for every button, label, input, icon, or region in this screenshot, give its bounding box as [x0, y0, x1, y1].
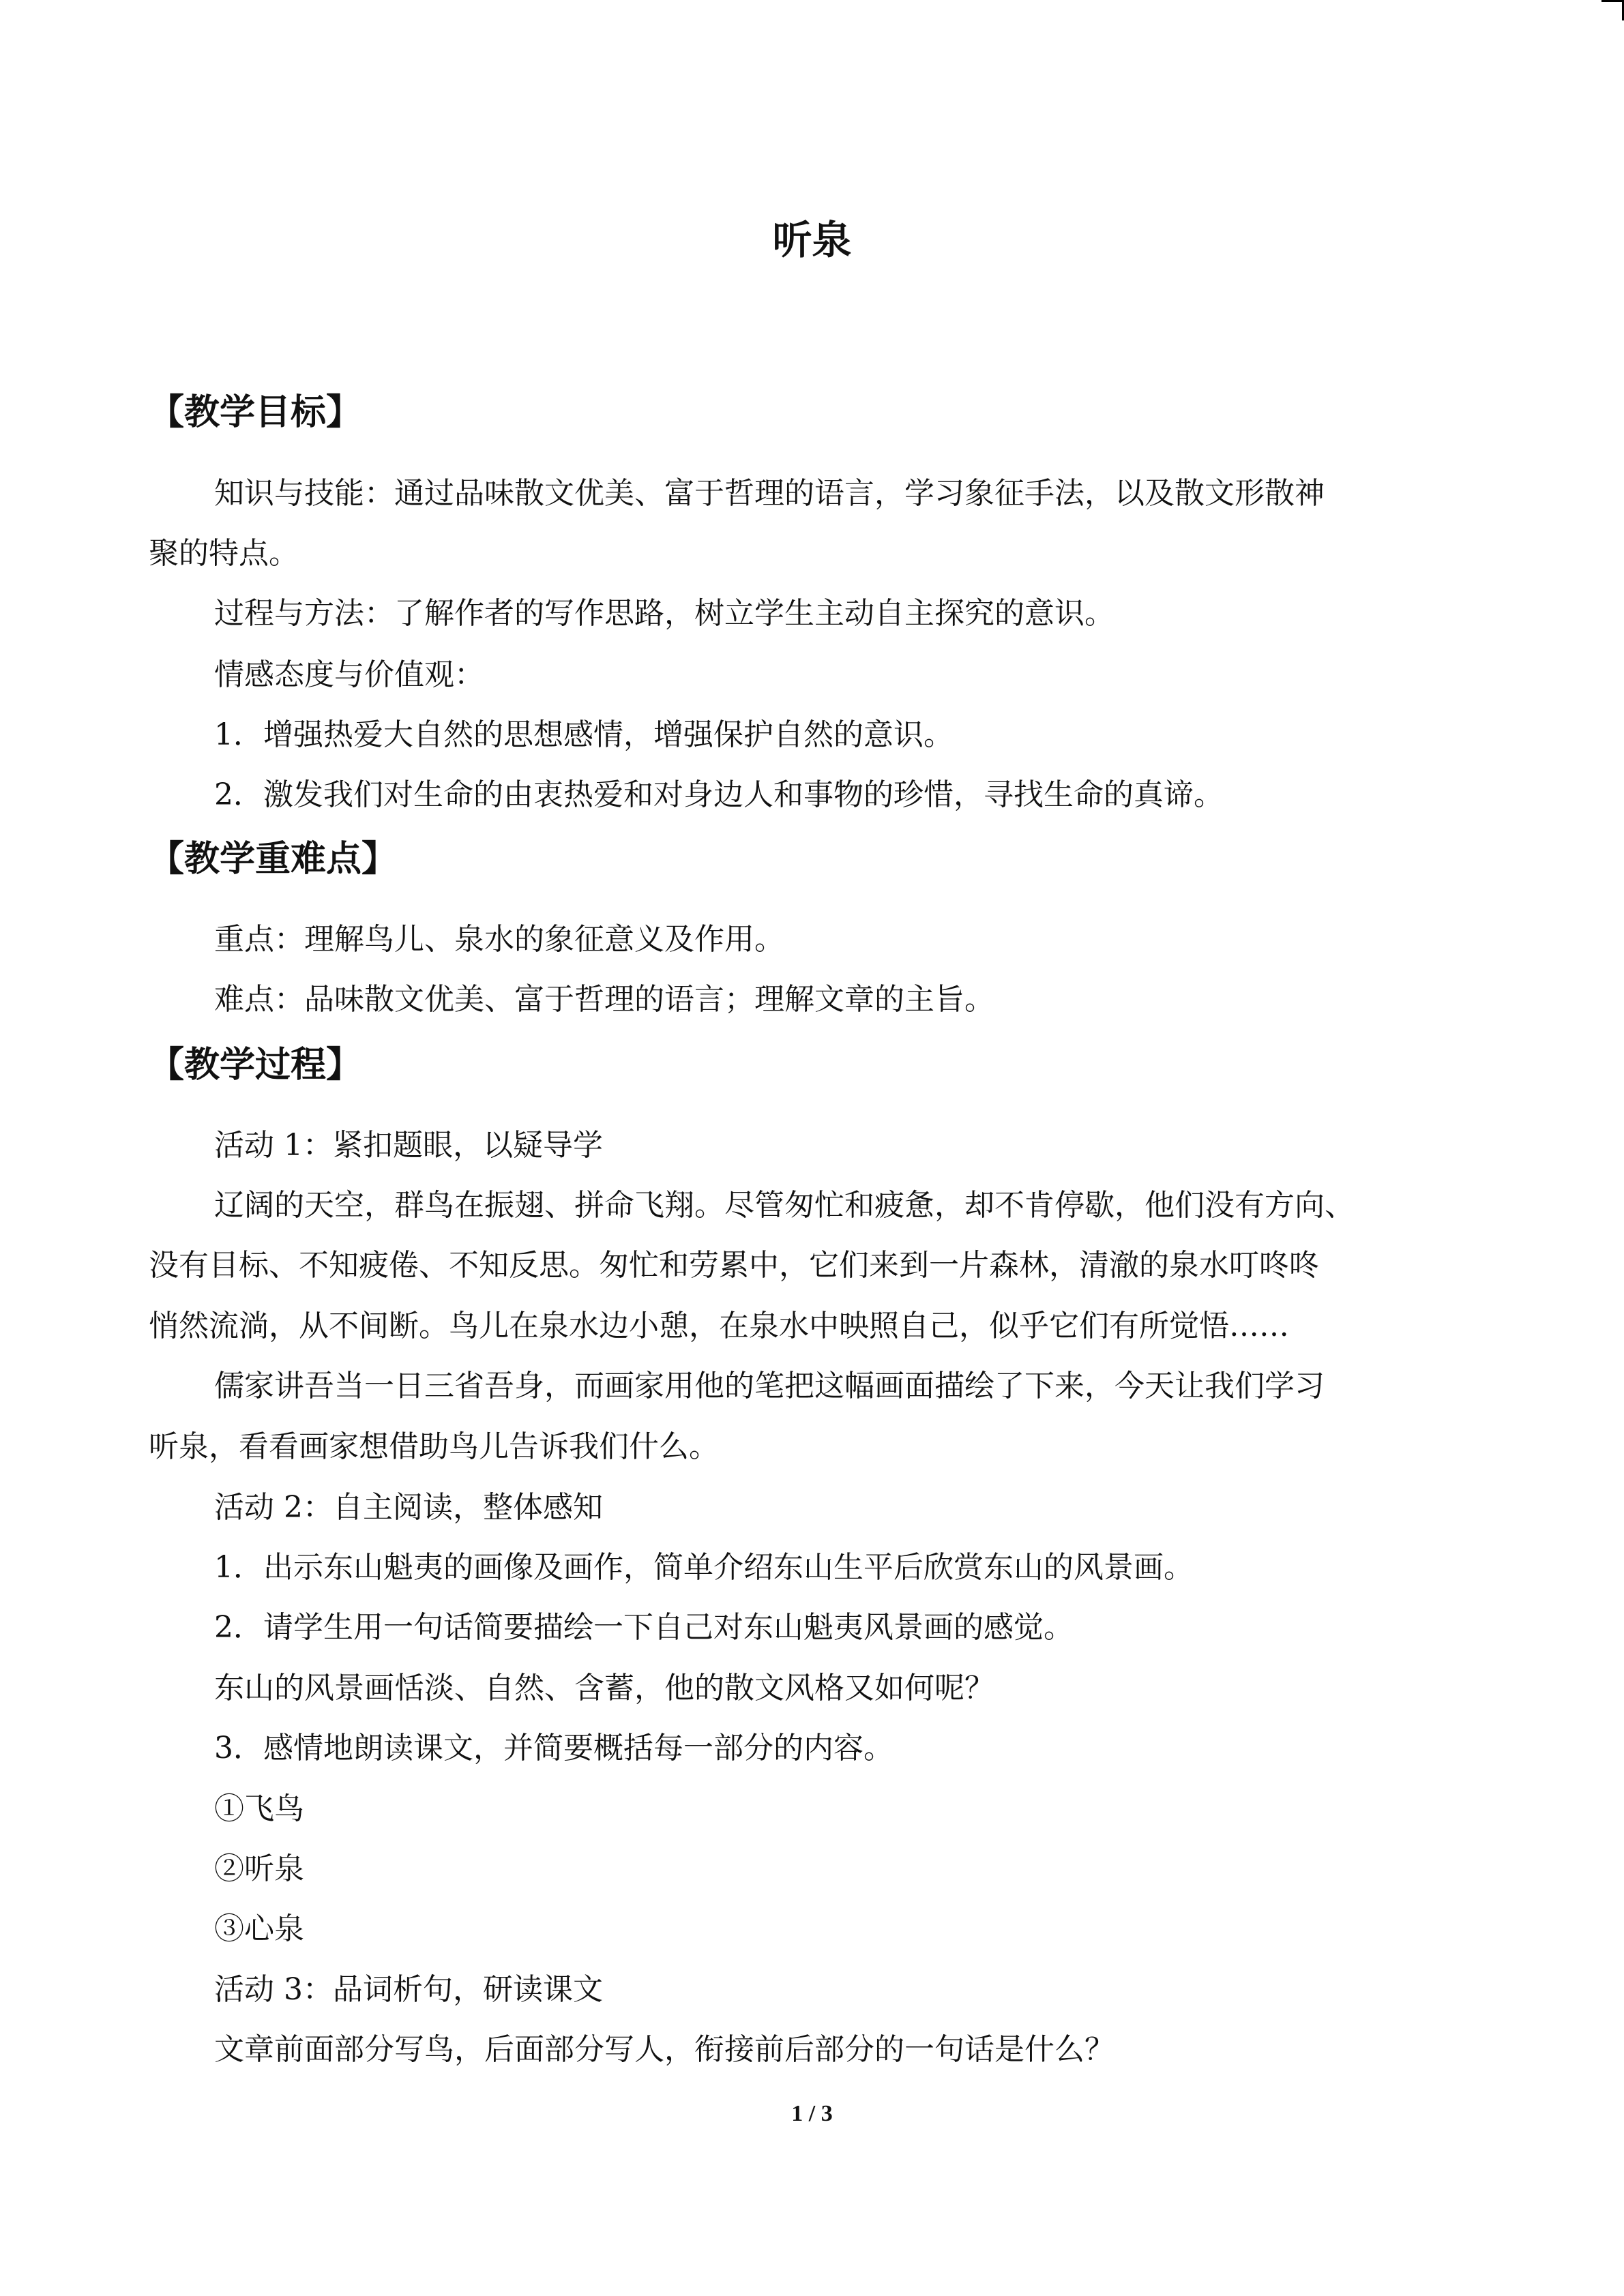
section-heading-objectives: 【教学目标】 — [149, 392, 362, 433]
activity-heading: 活动 2：自主阅读，整体感知 — [214, 1490, 603, 1525]
list-item: 2．请学生用一句话简要描绘一下自己对东山魁夷风景画的感觉。 — [214, 1610, 1074, 1645]
list-item: 1．增强热爱大自然的思想感情，增强保护自然的意识。 — [214, 717, 954, 752]
paragraph-line: 文章前面部分写鸟，后面部分写人，衔接前后部分的一句话是什么？ — [214, 2032, 1114, 2067]
section-heading-keypoints: 【教学重难点】 — [149, 839, 398, 880]
page-number: 1 / 3 — [791, 2101, 833, 2126]
list-item: ②听泉 — [214, 1851, 304, 1886]
paragraph-line: 重点：理解鸟儿、泉水的象征意义及作用。 — [214, 922, 784, 957]
paragraph-line: 听泉，看看画家想借助鸟儿告诉我们什么。 — [149, 1429, 719, 1464]
document-title: 听泉 — [772, 217, 852, 263]
paragraph-line: 过程与方法：了解作者的写作思路，树立学生主动自主探究的意识。 — [214, 596, 1114, 631]
paragraph-line: 辽阔的天空，群鸟在振翅、拼命飞翔。尽管匆忙和疲惫，却不肯停歇，他们没有方向、 — [214, 1188, 1355, 1223]
activity-heading: 活动 1：紧扣题眼，以疑导学 — [214, 1128, 603, 1163]
list-item: 2．激发我们对生命的由衷热爱和对身边人和事物的珍惜，寻找生命的真谛。 — [214, 777, 1224, 812]
paragraph-line: 知识与技能：通过品味散文优美、富于哲理的语言，学习象征手法，以及散文形散神 — [214, 476, 1325, 511]
paragraph-line: 聚的特点。 — [149, 536, 299, 571]
paragraph-line: 难点：品味散文优美、富于哲理的语言；理解文章的主旨。 — [214, 982, 994, 1017]
activity-heading: 活动 3：品词析句，研读课文 — [214, 1972, 603, 2007]
paragraph-line: 没有目标、不知疲倦、不知反思。匆忙和劳累中，它们来到一片森林，清澈的泉水叮咚咚 — [149, 1248, 1319, 1283]
paragraph-line: 东山的风景画恬淡、自然、含蓄，他的散文风格又如何呢？ — [214, 1671, 994, 1705]
page-corner-mark — [1601, 0, 1624, 2]
paragraph-line: 儒家讲吾当一日三省吾身，而画家用他的笔把这幅画面描绘了下来，今天让我们学习 — [214, 1369, 1325, 1403]
list-item: ①飞鸟 — [214, 1791, 304, 1826]
paragraph-line: 悄然流淌，从不间断。鸟儿在泉水边小憩，在泉水中映照自己，似乎它们有所觉悟…… — [149, 1309, 1289, 1343]
list-item: 3．感情地朗读课文，并简要概括每一部分的内容。 — [214, 1731, 894, 1765]
section-heading-process: 【教学过程】 — [149, 1045, 362, 1086]
paragraph-line: 情感态度与价值观： — [214, 657, 484, 692]
list-item: ③心泉 — [214, 1911, 304, 1946]
list-item: 1．出示东山魁夷的画像及画作，简单介绍东山生平后欣赏东山的风景画。 — [214, 1550, 1194, 1585]
